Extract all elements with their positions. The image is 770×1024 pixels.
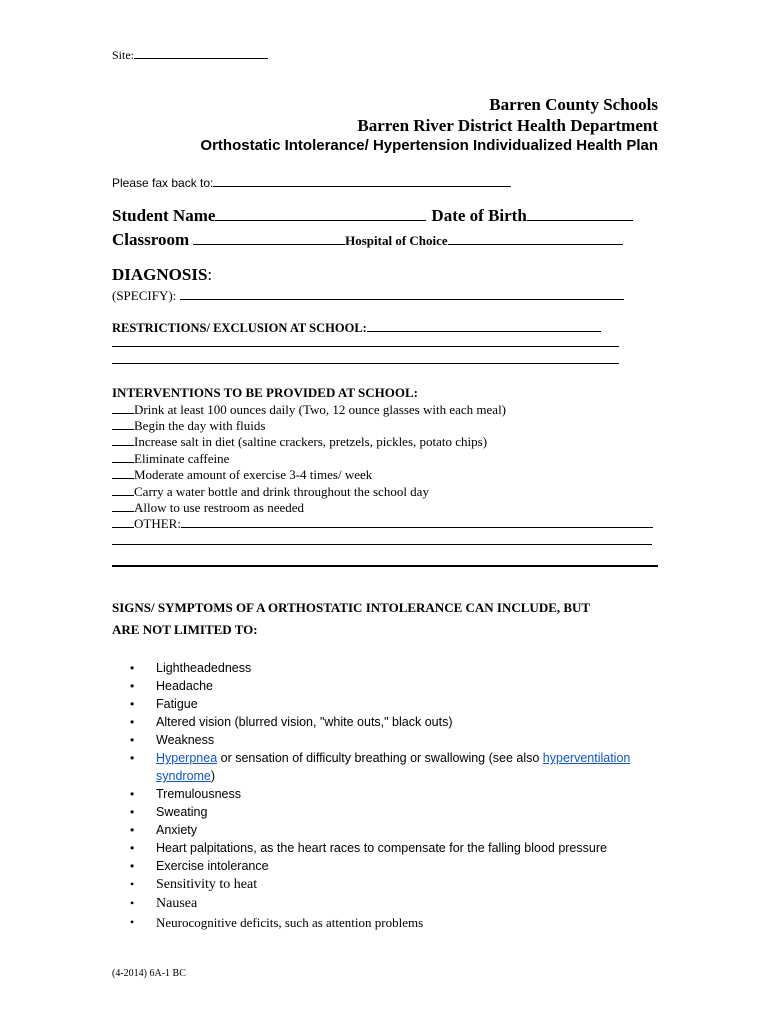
checkbox-line[interactable] <box>112 500 134 512</box>
restrictions-line-2[interactable] <box>112 346 619 347</box>
bullet-icon: • <box>130 805 135 819</box>
list-item: • Altered vision (blurred vision, "white outs," black outs) <box>130 715 453 729</box>
list-item: • Sensitivity to heat <box>130 877 258 892</box>
intervention-item: Carry a water bottle and drink throughout the school day <box>112 484 429 500</box>
diagnosis-heading <box>112 265 212 285</box>
bullet-icon: • <box>130 715 135 729</box>
list-item: • Headache <box>130 679 213 693</box>
classroom-label: Classroom <box>112 230 190 249</box>
specify-field <box>112 287 624 304</box>
bullet-icon: • <box>130 661 135 675</box>
other-line-2[interactable] <box>112 544 652 545</box>
list-item: • Sweating <box>130 805 208 819</box>
classroom-input-line[interactable] <box>193 230 345 245</box>
student-name-row <box>112 206 633 226</box>
section-divider <box>112 565 658 567</box>
dob-label: Date of Birth <box>431 206 527 225</box>
diagnosis-heading-text: DIAGNOSIS <box>112 265 208 284</box>
intervention-item: Begin the day with fluids <box>112 418 265 434</box>
fax-label: Please fax back to: <box>112 176 214 190</box>
site-input-line[interactable] <box>134 47 268 59</box>
site-field <box>112 47 268 63</box>
title-school: Barren County Schools <box>489 95 658 114</box>
bullet-icon: • <box>130 733 135 747</box>
bullet-icon: • <box>130 859 135 873</box>
interventions-heading: INTERVENTIONS TO BE PROVIDED AT SCHOOL: <box>112 385 418 400</box>
intervention-item: Increase salt in diet (saltine crackers, pretzels, pickles, potato chips) <box>112 434 487 450</box>
list-item: • Tremulousness <box>130 787 241 801</box>
list-item: • Weakness <box>130 733 215 747</box>
fax-input-line[interactable] <box>213 174 511 187</box>
checkbox-line[interactable] <box>112 516 134 528</box>
fax-field <box>112 174 511 190</box>
symptoms-list <box>126 659 656 932</box>
other-input-line[interactable] <box>181 516 653 528</box>
bullet-icon: • <box>130 915 135 929</box>
list-item: • Exercise intolerance <box>130 859 269 873</box>
specify-input-line[interactable] <box>180 287 624 300</box>
list-item: • Heart palpitations, as the heart races to compensate for the falling blood pressure <box>130 841 607 855</box>
bullet-icon: • <box>130 787 135 801</box>
list-item: • Fatigue <box>130 697 198 711</box>
syndrome-link[interactable]: syndrome <box>156 769 211 783</box>
intervention-item: Drink at least 100 ounces daily (Two, 12 ounce glasses with each meal) <box>112 402 506 418</box>
title-plan: Orthostatic Intolerance/ Hypertension Individualized Health Plan <box>200 137 658 154</box>
bullet-icon: • <box>130 697 135 711</box>
hyperpnea-link[interactable]: Hyperpnea <box>156 751 218 765</box>
title-department: Barren River District Health Department <box>357 116 658 135</box>
symptoms-heading-1: SIGNS/ SYMPTOMS OF A ORTHOSTATIC INTOLERANCE CAN INCLUDE, BUT <box>112 600 591 615</box>
list-item: • Lightheadedness <box>130 661 252 675</box>
list-item: • Hyperpnea or sensation of difficulty breathing or swallowing (see also hyperventilation syndrome) <box>130 751 631 783</box>
specify-label: (SPECIFY): <box>112 288 177 303</box>
checkbox-line[interactable] <box>112 402 134 414</box>
dob-input-line[interactable] <box>527 206 633 221</box>
bullet-icon: • <box>130 841 135 855</box>
other-label: OTHER: <box>134 516 181 531</box>
intervention-item: Eliminate caffeine <box>112 451 229 467</box>
list-item: • Neurocognitive deficits, such as attention problems <box>130 915 424 930</box>
intervention-item: Moderate amount of exercise 3-4 times/ week <box>112 467 372 483</box>
bullet-icon: • <box>130 679 135 693</box>
bullet-icon: • <box>130 751 135 765</box>
checkbox-line[interactable] <box>112 418 134 430</box>
student-name-input-line[interactable] <box>215 206 426 221</box>
bullet-icon: • <box>130 877 135 891</box>
checkbox-line[interactable] <box>112 484 134 496</box>
hospital-input-line[interactable] <box>448 232 623 245</box>
intervention-item: Allow to use restroom as needed <box>112 500 304 516</box>
hospital-label: Hospital of Choice <box>345 233 448 248</box>
symptoms-heading-2: ARE NOT LIMITED TO: <box>112 622 258 637</box>
classroom-row <box>112 230 623 250</box>
restrictions-input-line[interactable] <box>367 319 601 332</box>
bullet-icon: • <box>130 896 135 910</box>
footer-code: (4-2014) 6A-1 BC <box>112 968 186 979</box>
diagnosis-colon: : <box>207 265 213 284</box>
intervention-other <box>112 516 653 532</box>
bullet-icon: • <box>130 823 135 837</box>
restrictions-field <box>112 319 601 336</box>
checkbox-line[interactable] <box>112 434 134 446</box>
student-name-label: Student Name <box>112 206 216 225</box>
checkbox-line[interactable] <box>112 467 134 479</box>
checkbox-line[interactable] <box>112 451 134 463</box>
hyperventilation-link[interactable]: hyperventilation <box>542 751 631 765</box>
list-item: • Nausea <box>130 896 198 911</box>
restrictions-line-3[interactable] <box>112 363 619 364</box>
list-item: • Anxiety <box>130 823 197 837</box>
restrictions-label: RESTRICTIONS/ EXCLUSION AT SCHOOL: <box>112 321 367 335</box>
site-label: Site: <box>112 48 135 62</box>
